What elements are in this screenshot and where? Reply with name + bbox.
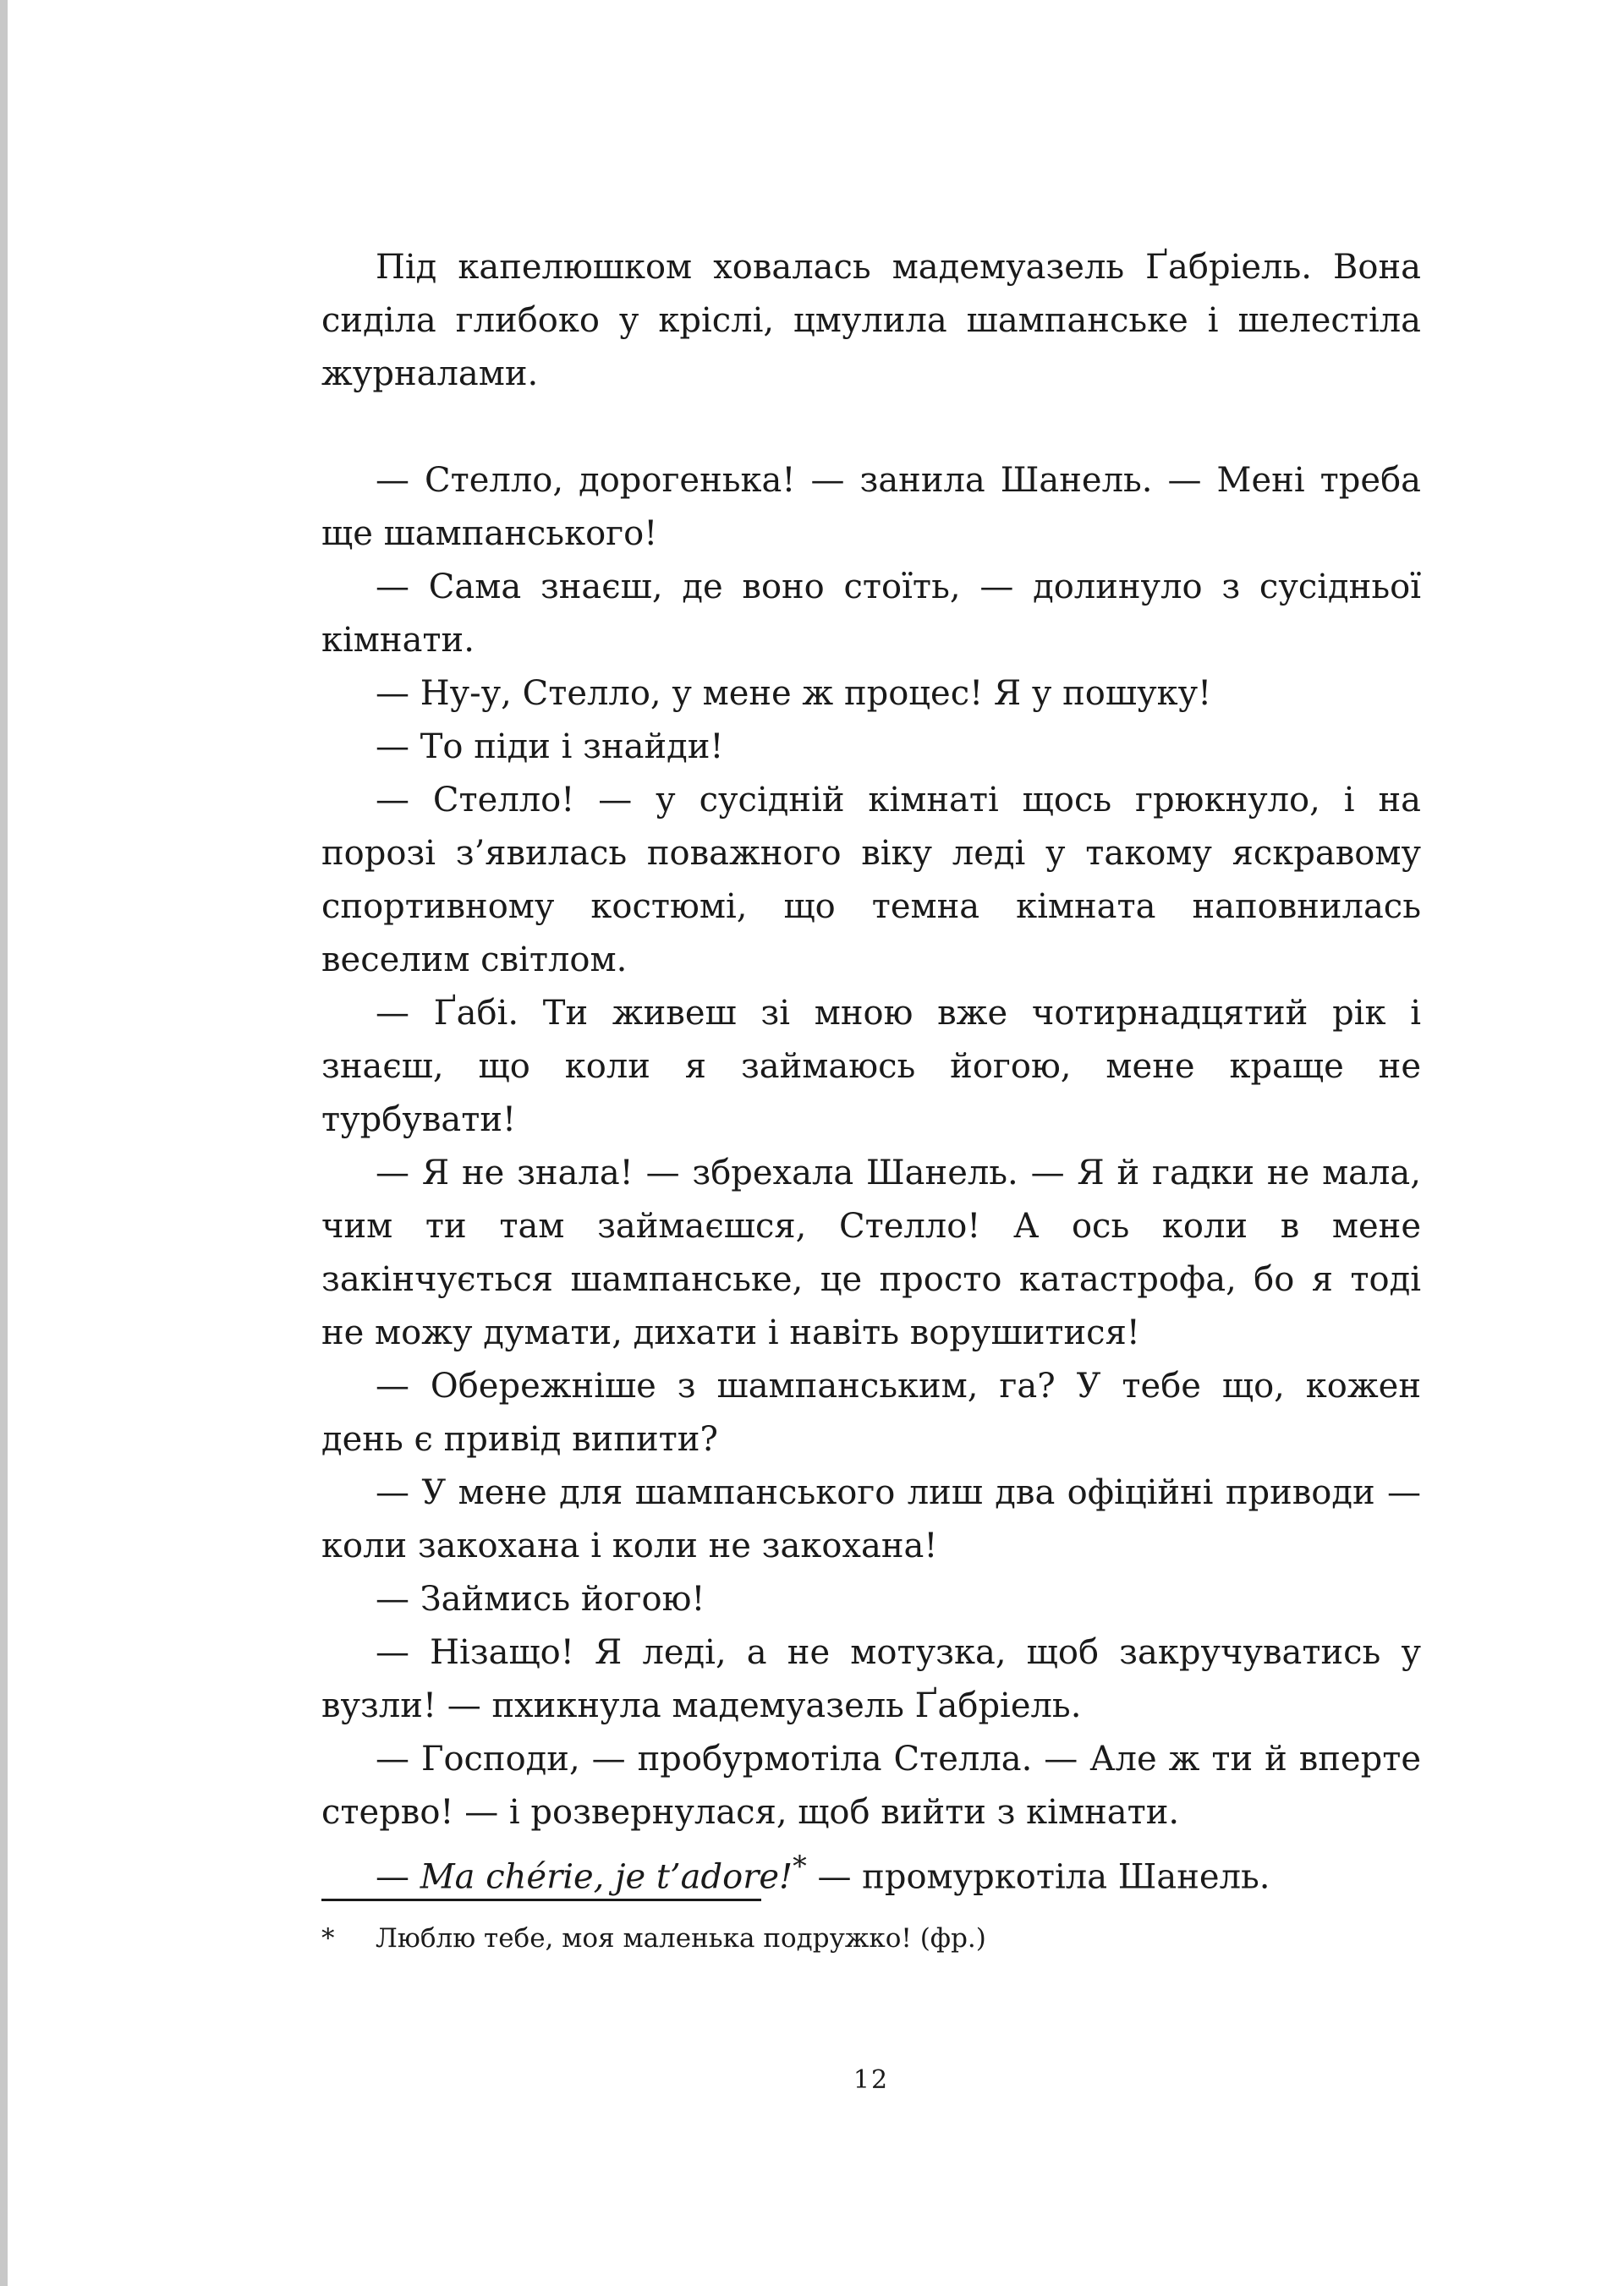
dialogue-line: — Обережніше з шампанським, га? У тебе що, кожен день є привід випити? (321, 1367, 1421, 1459)
page-number: 12 (853, 2065, 890, 2095)
page-left-edge (0, 0, 8, 2286)
dialogue-line: — Ну-у, Стелло, у мене ж процес! Я у пошуку! (376, 674, 1212, 713)
footnote-divider (321, 1899, 761, 1901)
dialogue-line: — То піди і знайди! (376, 727, 724, 766)
dialogue-line: — Займись йогою! (376, 1580, 705, 1619)
dialogue-line: — Стелло! — у сусідній кімнаті щось грюкнуло, і на порозі з’явилась поважного віку леді у такому яскравому спортивному костюмі, що темна кімната наповнилась веселим світлом. (321, 781, 1421, 979)
dialogue-line: — Господи, — пробурмотіла Стелла. — Але ж ти й вперте стерво! — і розвернулася, щоб вийти з кімнати. (321, 1740, 1421, 1832)
dialogue-line: — Сама знаєш, де воно стоїть, — долинуло з сусідньої кімнати. (321, 567, 1421, 660)
dash: — (376, 1857, 420, 1897)
footnote-text: Люблю тебе, моя маленька подружко! (фр.) (376, 1923, 986, 1954)
dialogue-rest: — промуркотіла Шанель. (806, 1857, 1270, 1897)
footnote-marker: * (321, 1923, 335, 1954)
footnote (321, 1920, 1421, 1957)
dialogue-line: — Нізащо! Я леді, а не мотузка, щоб закручуватись у вузли! — пхикнула мадемуазель Ґабріель. (321, 1633, 1421, 1725)
dialogue-line: — Я не знала! — збрехала Шанель. — Я й гадки не мала, чим ти там займаєшся, Стелло! А ось коли в мене закінчується шампанське, це просто катастрофа, бо я тоді не можу думати, дихати і навіть ворушитися! (321, 1154, 1421, 1352)
paragraph-intro: Під капелюшком ховалась мадемуазель Ґабріель. Вона сиділа глибоко у кріслі, цмулила шампанське і шелестіла журналами. (321, 248, 1421, 393)
dialogue-line: — У мене для шампанського лиш два офіційні приводи — коли закохана і коли не закохана! (321, 1473, 1421, 1565)
dialogue-line-last (321, 1839, 1421, 1904)
dialogue-line: — Стелло, дорогенька! — занила Шанель. — Мені треба ще шампанського! (321, 461, 1421, 553)
dialogue-line: — Ґабі. Ти живеш зі мною вже чотирнадцятий рік і знаєш, що коли я займаюсь йогою, мене краще не турбувати! (321, 994, 1421, 1139)
body-text (321, 241, 1421, 1904)
french-quote: Ma chérie, je t’adore! (420, 1857, 793, 1897)
footnote-reference: * (793, 1850, 807, 1883)
